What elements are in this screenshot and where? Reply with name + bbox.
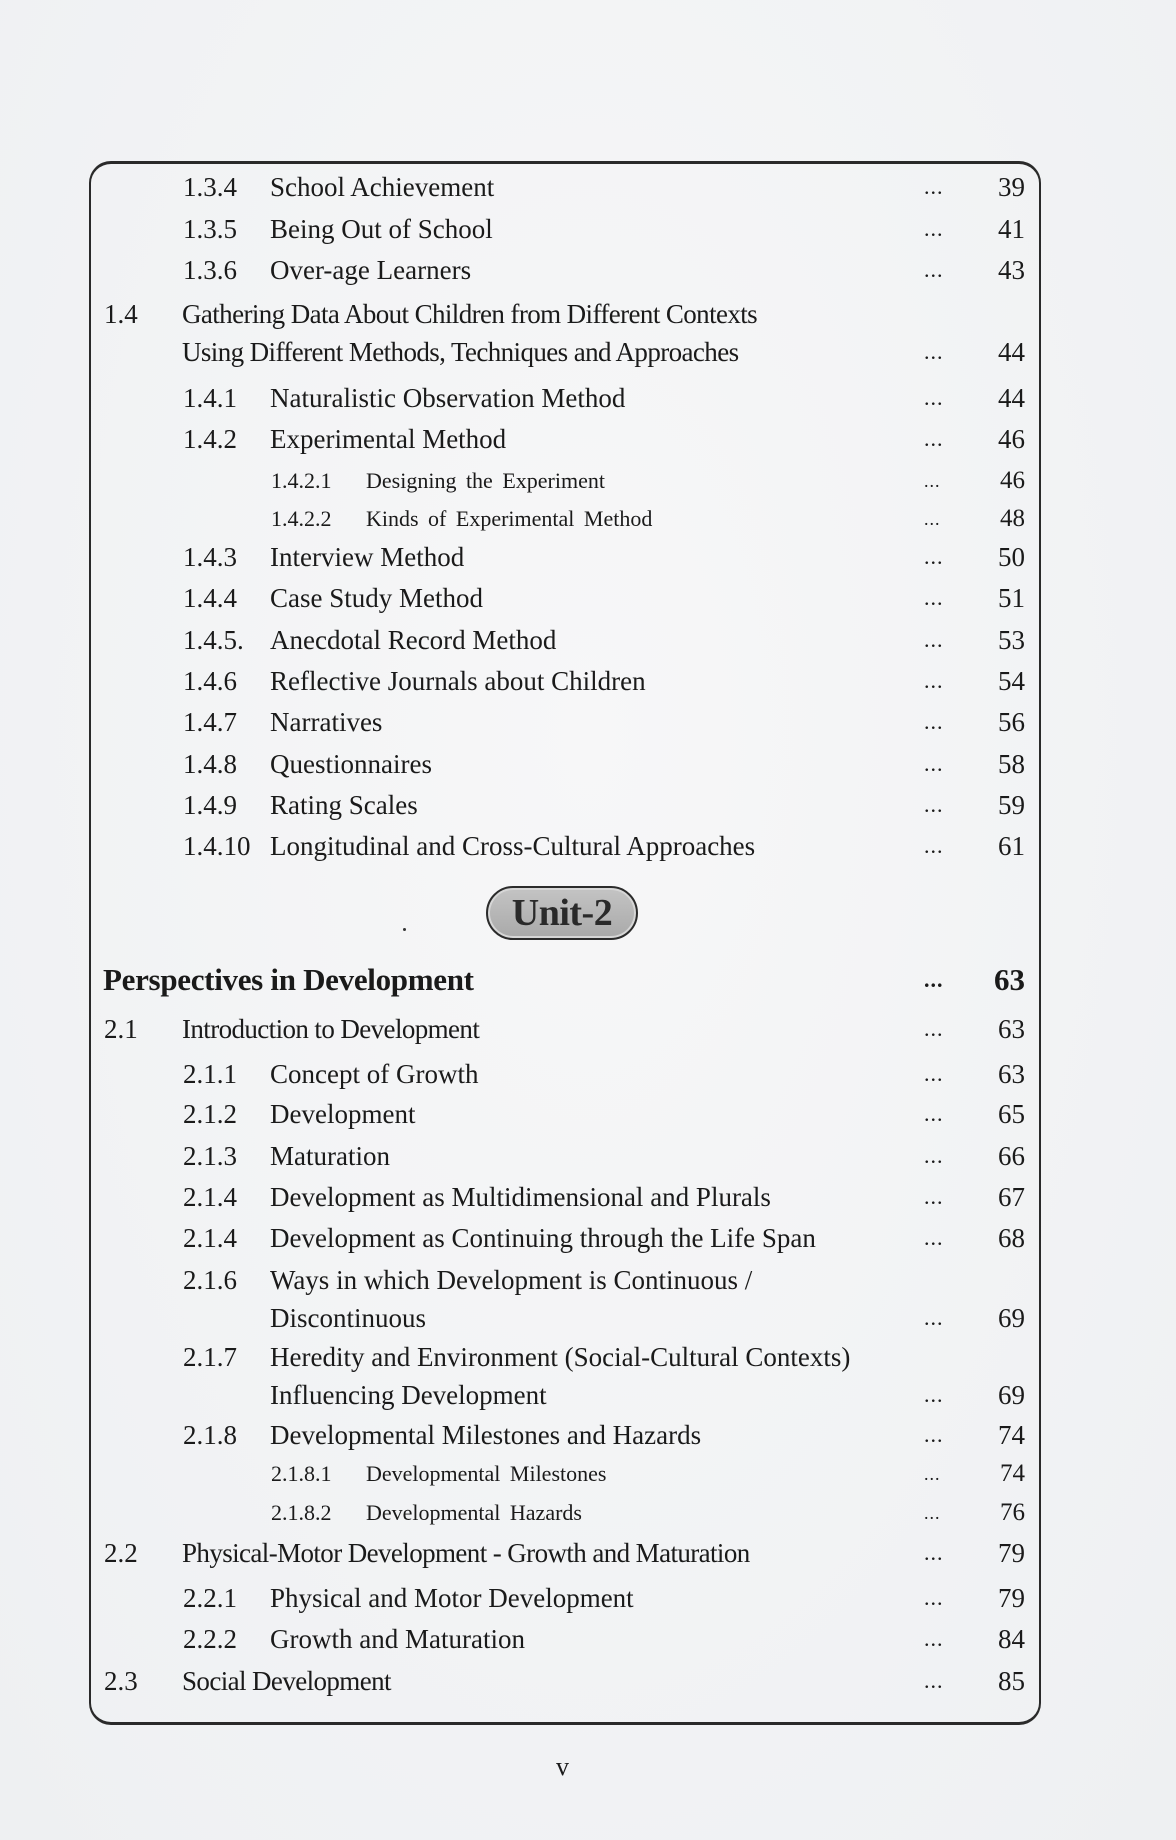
toc-entry [0,1493,1176,1533]
toc-entry [0,461,1176,501]
toc-entry [0,1260,1176,1300]
leader-dots: ... [924,216,944,241]
toc-entry [0,1337,1176,1377]
leader-dots: ... [924,709,944,734]
entry-page: 56 [998,707,1025,737]
stray-dot [403,928,406,931]
entry-page: 68 [998,1223,1025,1253]
entry-page: 58 [998,749,1025,779]
entry-title: Heredity and Environment (Social-Cultural Contexts) [270,1342,851,1372]
toc-entry [0,167,1176,207]
entry-title: Development as Continuing through the Life Span [270,1223,816,1253]
entry-page: 51 [998,583,1025,613]
toc-entry [0,1375,1176,1415]
entry-page: 46 [1000,467,1025,494]
entry-page: 61 [998,831,1025,861]
entry-number: 1.4 [104,299,138,329]
toc-entry [0,378,1176,418]
entry-page: 46 [998,424,1025,454]
leader-dots: ... [924,174,944,199]
entry-page: 85 [998,1666,1025,1696]
leader-dots: ... [924,833,944,858]
entry-title: Physical-Motor Development - Growth and Maturation [182,1538,750,1568]
entry-page: 63 [994,962,1025,997]
entry-title: Reflective Journals about Children [270,666,646,696]
entry-number: 2.1.4 [183,1223,237,1253]
leader-dots: ... [924,1305,944,1330]
toc-entry [0,419,1176,459]
entry-page: 69 [998,1303,1025,1333]
toc-entry [0,661,1176,701]
entry-number: 1.4.2 [183,424,237,454]
unit-badge [486,886,638,940]
entry-title: Questionnaires [270,749,432,779]
entry-page: 65 [998,1099,1025,1129]
leader-dots: ... [924,1061,944,1086]
toc-entry [0,1454,1176,1494]
entry-title: Discontinuous [270,1303,427,1333]
entry-page: 84 [998,1624,1025,1654]
entry-title: Introduction to Development [182,1014,480,1044]
entry-page: 48 [1000,505,1025,532]
entry-number: 1.4.8 [183,749,237,779]
entry-title: Designing the Experiment [366,468,605,493]
entry-page: 53 [998,625,1025,655]
entry-title: Gathering Data About Children from Different Contexts [182,299,758,329]
entry-page: 44 [998,383,1025,413]
leader-dots: ... [924,1503,941,1523]
entry-number: 2.1.8.2 [271,1500,332,1525]
entry-page: 43 [998,255,1025,285]
entry-page: 41 [998,214,1025,244]
entry-title: Maturation [270,1141,390,1171]
entry-number: 1.4.1 [183,383,237,413]
entry-number: 1.3.6 [183,255,237,285]
leader-dots: ... [924,1626,944,1651]
toc-entry [0,1533,1176,1573]
leader-dots: ... [924,544,944,569]
entry-title: Concept of Growth [270,1059,479,1089]
entry-number: 1.4.10 [183,831,251,861]
entry-title: Developmental Hazards [366,1500,582,1525]
entry-title: Kinds of Experimental Method [366,506,653,531]
leader-dots: ... [924,257,944,282]
entry-title: Social Development [182,1666,391,1696]
entry-title: Influencing Development [270,1380,547,1410]
leader-dots: ... [924,1184,944,1209]
entry-number: 1.4.2.2 [271,506,332,531]
leader-dots: ... [924,1382,944,1407]
toc-entry [0,1415,1176,1455]
unit-heading [0,957,1176,1003]
entry-number: 1.4.5. [183,625,244,655]
leader-dots: ... [924,627,944,652]
entry-number: 2.1.8 [183,1420,237,1450]
leader-dots: ... [924,792,944,817]
entry-page: 50 [998,542,1025,572]
entry-title: Over-age Learners [270,255,472,285]
entry-title: Naturalistic Observation Method [270,383,626,413]
toc-entry [0,332,1176,372]
entry-page: 54 [998,666,1025,696]
toc-entry [0,1661,1176,1701]
entry-number: 2.1.2 [183,1099,237,1129]
entry-number: 2.1.3 [183,1141,237,1171]
entry-page: 67 [998,1182,1025,1212]
entry-title: Interview Method [270,542,465,572]
entry-title: Developmental Milestones and Hazards [270,1420,702,1450]
entry-title: Development as Multidimensional and Plurals [270,1182,771,1212]
entry-title: Case Study Method [270,583,483,613]
toc-entry [0,209,1176,249]
entry-title: Using Different Methods, Techniques and Approaches [182,337,739,367]
toc-entry [0,537,1176,577]
leader-dots: ... [924,426,944,451]
unit-badge-label: Unit-2 [511,892,613,934]
entry-number: 2.2.1 [183,1583,237,1613]
entry-page: 79 [998,1538,1025,1568]
toc-entry [0,1619,1176,1659]
entry-title: Development [270,1099,416,1129]
entry-number: 2.2 [104,1538,138,1568]
entry-number: 2.1.4 [183,1182,237,1212]
entry-title: Developmental Milestones [366,1461,607,1486]
entry-number: 2.1.8.1 [271,1461,332,1486]
page-number: v [556,1752,569,1781]
leader-dots: ... [924,1464,941,1484]
entry-page: 63 [998,1059,1025,1089]
toc-entry [0,702,1176,742]
entry-title: Experimental Method [270,424,507,454]
leader-dots: ... [924,509,941,529]
entry-number: 2.1.7 [183,1342,237,1372]
leader-dots: ... [924,385,944,410]
entry-number: 1.3.4 [183,172,237,202]
leader-dots: ... [924,1422,944,1447]
toc-entry [0,250,1176,290]
toc-entry [0,499,1176,539]
leader-dots: ... [924,751,944,776]
toc-entry [0,826,1176,866]
entry-page: 76 [1000,1499,1025,1526]
entry-title: Anecdotal Record Method [270,625,557,655]
toc-entry [0,1054,1176,1094]
leader-dots: ... [924,471,941,491]
toc-entry [0,1009,1176,1049]
entry-number: 1.4.7 [183,707,237,737]
entry-title: Perspectives in Development [103,962,474,997]
entry-title: Growth and Maturation [270,1624,525,1654]
leader-dots: ... [924,1143,944,1168]
toc-entry [0,1136,1176,1176]
toc-entry [0,294,1176,334]
leader-dots: ... [924,585,944,610]
leader-dots: ... [924,1540,944,1565]
entry-page: 44 [998,337,1025,367]
toc-entry [0,620,1176,660]
toc-entry [0,1094,1176,1134]
entry-number: 1.4.4 [183,583,237,613]
entry-number: 2.1.6 [183,1265,237,1295]
entry-number: 2.3 [104,1666,138,1696]
entry-title: Longitudinal and Cross-Cultural Approaches [270,831,756,861]
leader-dots: ... [924,1668,944,1693]
leader-dots: ... [924,668,944,693]
toc-entry [0,1177,1176,1217]
entry-number: 1.4.3 [183,542,237,572]
entry-number: 1.3.5 [183,214,237,244]
toc-entry [0,785,1176,825]
leader-dots: ... [924,1101,944,1126]
entry-page: 79 [998,1583,1025,1613]
entry-title: School Achievement [270,172,495,202]
entry-page: 63 [998,1014,1025,1044]
entry-number: 1.4.2.1 [271,468,332,493]
toc-entry [0,744,1176,784]
entry-page: 66 [998,1141,1025,1171]
entry-title: Being Out of School [270,214,493,244]
toc-entry [0,1578,1176,1618]
leader-dots: ... [924,339,944,364]
leader-dots: ... [924,1016,944,1041]
entry-title: Narratives [270,707,383,737]
entry-number: 2.2.2 [183,1624,237,1654]
entry-title: Physical and Motor Development [270,1583,634,1613]
entry-page: 59 [998,790,1025,820]
leader-dots: ... [924,967,944,992]
entry-number: 1.4.6 [183,666,237,696]
toc-entry [0,578,1176,618]
entry-title: Ways in which Development is Continuous / [270,1265,753,1295]
entry-title: Rating Scales [270,790,418,820]
entry-page: 74 [998,1420,1025,1450]
leader-dots: ... [924,1225,944,1250]
entry-page: 39 [998,172,1025,202]
entry-number: 2.1 [104,1014,138,1044]
entry-number: 1.4.9 [183,790,237,820]
leader-dots: ... [924,1585,944,1610]
toc-entry [0,1298,1176,1338]
entry-page: 74 [1000,1460,1025,1487]
entry-page: 69 [998,1380,1025,1410]
entry-number: 2.1.1 [183,1059,237,1089]
toc-entry [0,1218,1176,1258]
